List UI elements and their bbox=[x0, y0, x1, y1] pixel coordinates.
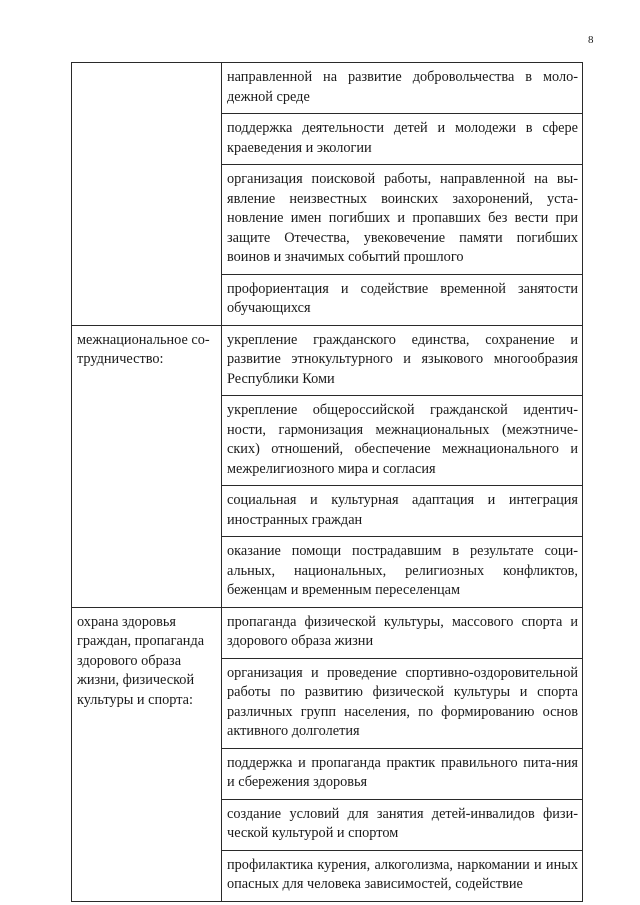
activity-item: создание условий для занятия детей-инвалидов физи-ческой культурой и спортом bbox=[222, 799, 583, 850]
table-row bbox=[72, 63, 583, 114]
activity-item: поддержка и пропаганда практик правильного пита-ния и сбережения здоровья bbox=[222, 748, 583, 799]
activities-table bbox=[71, 62, 583, 902]
activity-item: оказание помощи пострадавшим в результате соци-альных, национальных, религиозных конфликтов, беженцам и временным переселенцам bbox=[222, 537, 583, 608]
table-row bbox=[72, 325, 583, 396]
activity-item: профориентация и содействие временной занятости обучающихся bbox=[222, 274, 583, 325]
page-number: 8 bbox=[588, 34, 594, 46]
section-heading-cell: охрана здоровья граждан, пропаганда здорового образа жизни, физической культуры и спорта: bbox=[72, 607, 222, 901]
activity-item: поддержка деятельности детей и молодежи в сфере краеведения и экологии bbox=[222, 114, 583, 165]
table-row bbox=[72, 607, 583, 658]
activity-item: пропаганда физической культуры, массового спорта и здорового образа жизни bbox=[222, 607, 583, 658]
section-heading-cell bbox=[72, 63, 222, 326]
activity-item: укрепление гражданского единства, сохранение и развитие этнокультурного и языкового многообразия Республики Коми bbox=[222, 325, 583, 396]
activity-item: профилактика курения, алкоголизма, наркомании и иных опасных для человека зависимостей, содействие bbox=[222, 850, 583, 901]
activity-item: организация и проведение спортивно-оздоровительной работы по развитию физической культуры и спорта различных групп населения, по формированию основ активного долголетия bbox=[222, 658, 583, 748]
section-heading-cell: межнациональное со-трудничество: bbox=[72, 325, 222, 607]
activity-item: социальная и культурная адаптация и интеграция иностранных граждан bbox=[222, 486, 583, 537]
activity-item: организация поисковой работы, направленной на вы-явление неизвестных воинских захоронений, уста-новление имен погибших и пропавших без вести при защите Отечества, увековечение памяти погибших воинов и значимых событий прошлого bbox=[222, 165, 583, 275]
activity-item: направленной на развитие добровольчества в моло-дежной среде bbox=[222, 63, 583, 114]
activity-item: укрепление общероссийской гражданской идентич-ности, гармонизация межнациональных (межэтниче-ских) отношений, обеспечение межнационального и межрелигиозного мира и согласия bbox=[222, 396, 583, 486]
